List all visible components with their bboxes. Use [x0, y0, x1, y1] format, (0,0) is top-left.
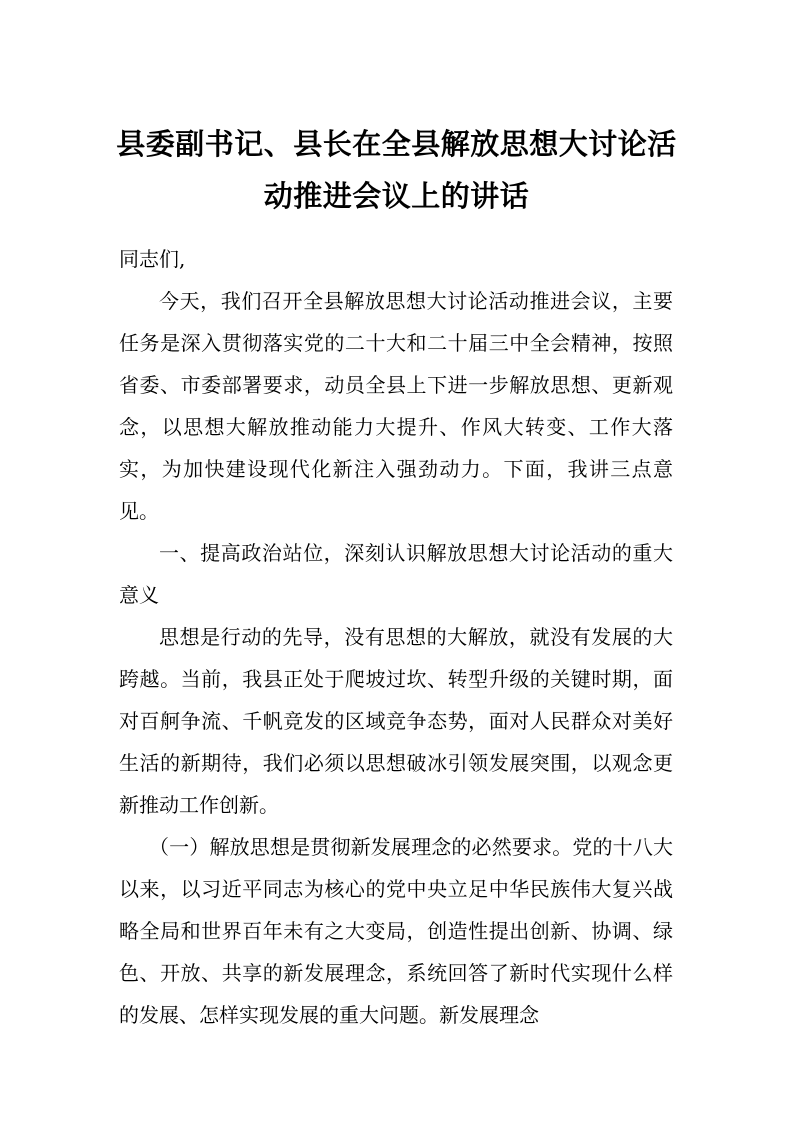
document-body	[119, 238, 673, 1036]
title-line-1: 县委副书记、县长在全县解放思想大讨论活	[116, 127, 677, 161]
paragraph-section-1: 思想是行动的先导，没有思想的大解放，就没有发展的大跨越。当前，我县正处于爬坡过坎、转型升级的关键时期，面对百舸争流、千帆竞发的区域竞争态势，面对人民群众对美好生活的新期待，我们必须以思想破冰引领发展突围，以观念更新推动工作创新。	[119, 625, 673, 817]
paragraph-intro: 今天，我们召开全县解放思想大讨论活动推进会议，主要任务是深入贯彻落实党的二十大和二十届三中全会精神，按照省委、市委部署要求，动员全县上下进一步解放思想、更新观念，以思想大解放推动能力大提升、作风大转变、工作大落实，为加快建设现代化新注入强劲动力。下面，我讲三点意见。	[119, 289, 673, 523]
title-line-2: 动推进会议上的讲话	[263, 179, 530, 213]
document-title	[100, 118, 693, 222]
paragraph-subsection-1: （一）解放思想是贯彻新发展理念的必然要求。党的十八大以来，以习近平同志为核心的党中央立足中华民族伟大复兴战略全局和世界百年未有之大变局，创造性提出创新、协调、绿色、开放、共享的新发展理念，系统回答了新时代实现什么样的发展、怎样实现发展的重大问题。新发展理念	[119, 835, 673, 1027]
section-heading-1: 一、提高政治站位，深刻认识解放思想大讨论活动的重大意义	[119, 541, 673, 607]
salutation: 同志们,	[119, 247, 186, 271]
